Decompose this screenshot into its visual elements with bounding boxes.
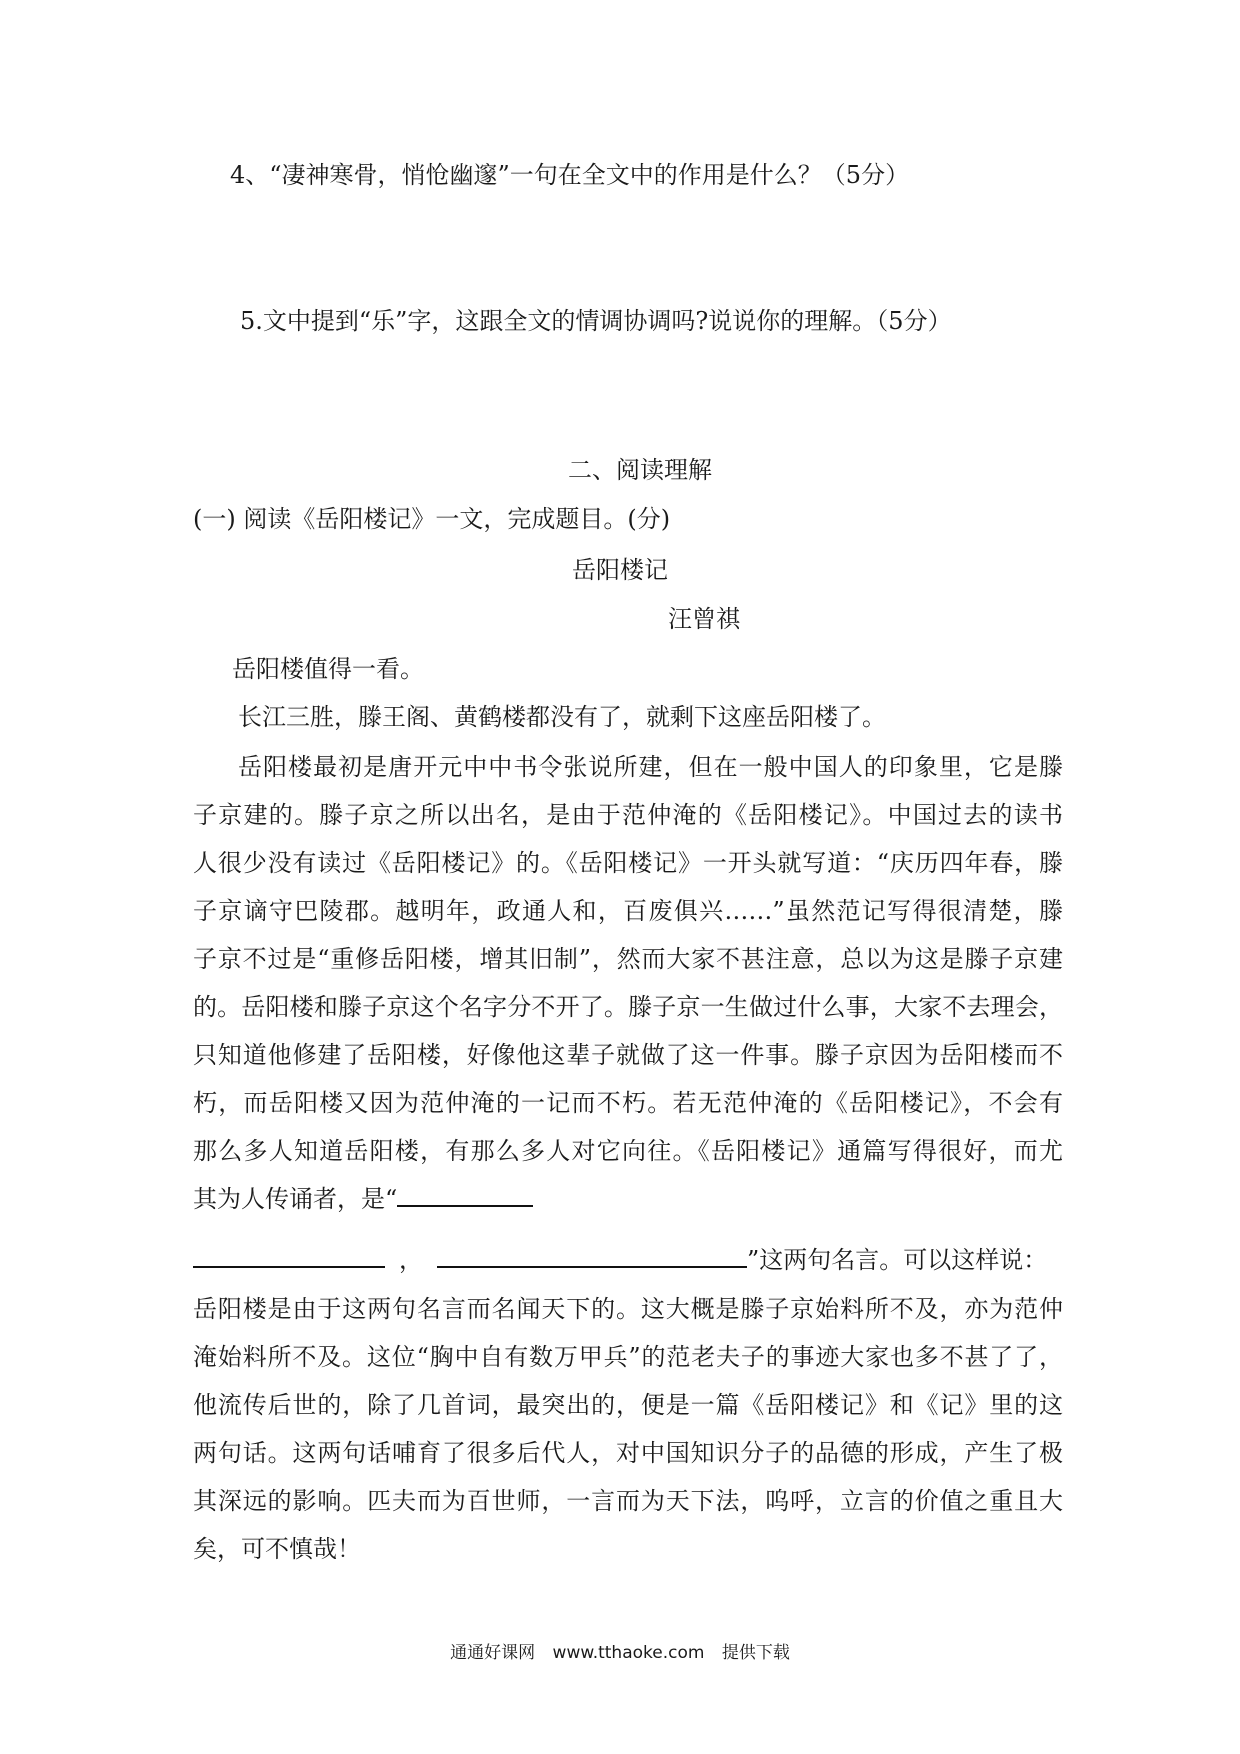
page-footer [0,1638,1240,1663]
body-line: 子京建的。滕子京之所以出名，是由于范仲淹的《岳阳楼记》。中国过去的读书 [193,801,1063,829]
article-author: 汪曾祺 [668,605,740,633]
paragraph-0: 岳阳楼值得一看。 [232,655,424,683]
footer-site-name: 通通好课网 [450,1643,536,1663]
body-line: 朽，而岳阳楼又因为范仲淹的一记而不朽。若无范仲淹的《岳阳楼记》，不会有 [193,1089,1063,1117]
body-line: 的。岳阳楼和滕子京这个名字分不开了。滕子京一生做过什么事，大家不去理会， [193,993,1063,1021]
blank-lead-text: 其为人传诵者，是“ [193,1185,398,1213]
part-heading: (一) 阅读《岳阳楼记》一文，完成题目。(分) [193,505,671,533]
blank-tail-text: ”这两句名言。可以这样说： [747,1246,1048,1274]
question-4: 4、“凄神寒骨，悄怆幽邃”一句在全文中的作用是什么？（5分） [230,161,910,189]
question-5: 5.文中提到“乐”字，这跟全文的情调协调吗?说说你的理解。（5分） [240,307,952,335]
section-heading: 二、阅读理解 [568,456,712,484]
blank-comma: ， [399,1246,423,1274]
answer-blank-1[interactable] [397,1183,533,1207]
blank-line-2 [193,1243,1047,1277]
body-line: 淹始料所不及。这位“胸中自有数万甲兵”的范老夫子的事迹大家也多不甚了了， [193,1343,1063,1371]
body-line: 子京谪守巴陵郡。越明年，政通人和，百废俱兴……”虽然范记写得很清楚，滕 [193,897,1063,925]
body-line: 他流传后世的，除了几首词，最突出的，便是一篇《岳阳楼记》和《记》里的这 [193,1391,1063,1419]
body-line: 那么多人知道岳阳楼，有那么多人对它向往。《岳阳楼记》通篇写得很好，而尤 [193,1137,1063,1165]
answer-blank-3[interactable] [437,1244,747,1268]
answer-blank-2[interactable] [193,1244,385,1268]
footer-note: 提供下载 [721,1643,790,1663]
blank-line-lead [193,1182,533,1216]
body-line: 岳阳楼最初是唐开元中中书令张说所建，但在一般中国人的印象里，它是滕 [238,753,1063,781]
body-line: 子京不过是“重修岳阳楼，增其旧制”，然而大家不甚注意，总以为这是滕子京建 [193,945,1063,973]
body-line: 其深远的影响。匹夫而为百世师，一言而为天下法，呜呼，立言的价值之重且大 [193,1487,1063,1515]
body-line: 两句话。这两句话哺育了很多后代人，对中国知识分子的品德的形成，产生了极 [193,1439,1063,1467]
article-title: 岳阳楼记 [572,556,668,584]
paragraph-1: 长江三胜，滕王阁、黄鹤楼都没有了，就剩下这座岳阳楼了。 [238,703,886,731]
body-line: 人很少没有读过《岳阳楼记》的。《岳阳楼记》一开头就写道：“庆历四年春，滕 [193,849,1063,877]
body-last-line: 矣，可不慎哉！ [193,1535,361,1563]
body-line: 只知道他修建了岳阳楼，好像他这辈子就做了这一件事。滕子京因为岳阳楼而不 [193,1041,1063,1069]
body-line: 岳阳楼是由于这两句名言而名闻天下的。这大概是滕子京始料所不及，亦为范仲 [193,1295,1063,1323]
footer-url[interactable]: www.tthaoke.com [552,1643,705,1663]
